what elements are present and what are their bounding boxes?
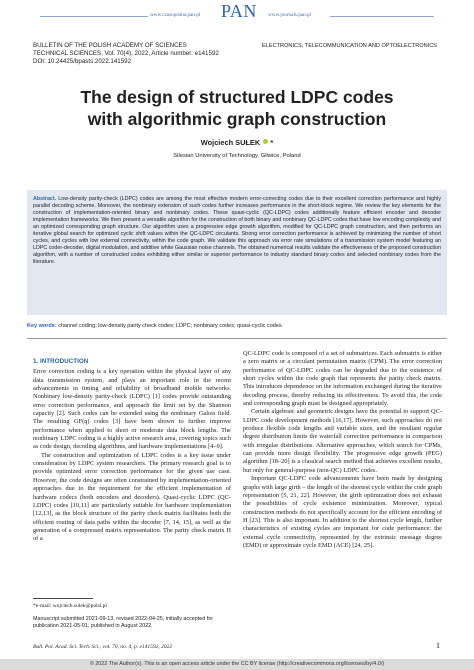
paragraph: Error correction coding is a key operation within the physical layer of any data transmission system, and plays an important role in the recent advancements in timing and reliability of broadband mobile networks. Nonbinary low-density parity-check (LDPC) [1] codes provide outstanding error correction performance, and approach the limit set by the Shannon capacity [2]. Such codes can be extended using the nonbinary Galois field. The resulting GF(q) codes [3] have been shown to further improve performance when applied to short or moderate data block lengths. The nonbinary LDPC coding is a highly active research area, covering topics such as code design, decoding algorithms, and hardware implementations [4–9]. xyxy=(33,368,231,451)
keywords xyxy=(27,323,447,329)
section-name: ELECTRONICS, TELECOMMUNICATION AND OPTOELECTRONICS xyxy=(262,43,437,49)
paragraph: The construction and optimization of LDPC codes is a key issue under consideration by LDPC system researchers. The primary research goal is to provide optimized error correction performance for the given use case. However, the code designs are often constrained by implementation-oriented approaches due to the requirement for the efficient implementation of hardware codecs (both encoders and decoders). Quasi-cyclic LDPC (QC-LDPC) codes [10,11] are particularly suitable for hardware implementation [12,13], as the block structure of the parity check matrix facilitates both the efficient routing of data paths within the decoder [7, 14, 15], as well as the generation of a compressed matrix representation. The parity check matrix H of a xyxy=(33,451,231,543)
footer-citation: Bull. Pol. Acad. Sci. Tech. Sci., vol. 70, no. 4, p. e141592, 2022 xyxy=(33,644,173,650)
paragraph: QC-LDPC code is composed of a set of submatrices. Each submatrix is either a zero matrix or a circulant permutation matrix (CPM). The error correction performance of QC-LDPC codes can be degraded due to the existence of short cycles within the code graph that represents the parity check matrix. This introduces dependence on the information exchanged during the iterative decoding process, thereby reducing its effectiveness. To avoid this, the code and corresponding graph must be designed appropriately. xyxy=(243,350,442,408)
manuscript-note: Manuscript submitted 2021-09-13, revised 2022-04-25, initially accepted for publication 2021-05-01, published in August 2022. xyxy=(33,616,214,630)
abstract-body: Low-density parity-check (LDPC) codes are among the most effective modern error-correcting codes due to their excellent correction performance and highly parallel decoding scheme. Moreover, the nonbinary extension of such codes further increases performance in the short-block regime. We review the key elements for the construction of implementation-oriented binary and nonbinary codes. These quasi-cyclic (QC-LDPC) codes additionally feature efficient encoder and decoder implementation frameworks. We then present a versatile algorithm for the construction of both binary and nonbinary QC-LDPC codes that have low encoding complexity and an optimized corresponding graph structure. Our algorithm uses a progressive edge growth algorithm, modified for QC-LDPC graph construction, and then performs an iterative global search for optimized cyclic shift values within the QC-LDPC circulants. Strong error correction performance is achieved by minimizing the number of short cycles, and cycles with low external connectivity, within the code graph. We validate this approach via error rate simulations of a transmission system model featuring an LDPC coder-decoder, digital modulation, and additive white Gaussian noise channels. The obtained numerical results validate the effectiveness of the proposed construction algorithm, with a number of constructed codes exhibiting either similar or superior performance to industry standard binary codes and selected nonbinary codes from the literature. xyxy=(33,196,441,265)
right-column xyxy=(243,350,442,550)
paragraph: Certain algebraic and geometric designs have the potential to support QC-LDPC code development methods [16,17]. However, such approaches do not produce flexible code lengths and variable sizes, and the resultant regular degree distribution limits the waterfall correction performance in comparison with irregular distributions. Alternative approaches, which search for CPMs, can provide more design flexibility. The progressive edge growth (PEG) algorithm [18–20] is a classical search method that achieves excellent results, but only for general-purpose (non-QC) LDPC codes. xyxy=(243,408,442,474)
orcid-icon[interactable] xyxy=(263,139,268,144)
left-column xyxy=(33,358,231,544)
footnote-rule xyxy=(33,598,93,599)
author xyxy=(0,138,474,147)
title-line-2: with algorithmic graph construction xyxy=(87,109,387,129)
journal-volume: TECHNICAL SCIENCES, Vol. 70(4), 2022, Article number: e141592 xyxy=(33,50,219,57)
title-line-1: The design of structured LDPC codes xyxy=(80,87,394,107)
abstract xyxy=(33,196,441,266)
site-link-czasopisma[interactable]: www.czasopisma.pan.pl xyxy=(150,12,201,18)
pan-logo: PAN xyxy=(221,1,257,21)
author-name: Wojciech SUŁEK xyxy=(200,138,261,147)
section-heading: 1. INTRODUCTION xyxy=(33,358,89,365)
affiliation: Silesian University of Technology, Gliwice, Poland xyxy=(173,153,301,159)
author-mark: * xyxy=(270,138,274,147)
keywords-label: Key words: xyxy=(27,323,57,329)
banner-rule-right xyxy=(330,16,434,17)
page-number: 1 xyxy=(436,641,440,650)
site-link-journals[interactable]: www.journals.pan.pl xyxy=(268,12,312,18)
banner-rule-left xyxy=(40,16,148,17)
abstract-label: Abstract. xyxy=(33,196,57,202)
journal-name: BULLETIN OF THE POLISH ACADEMY OF SCIENCES xyxy=(33,42,187,49)
keywords-text: channel coding; low-density parity check codes; LDPC; nonbinary codes; quasi-cyclic codes. xyxy=(58,323,284,329)
paper-title xyxy=(0,86,474,130)
license-text[interactable]: © 2022 The Author(s). This is an open access article under the CC BY license (http://creativecommons.org/licenses/by/4.0/) xyxy=(89,661,385,667)
divider xyxy=(27,338,447,339)
footnote-email[interactable]: *e-mail: wojciech.sulek@polsl.pl xyxy=(33,603,107,609)
doi: DOI: 10.24425/bpasts.2022.141592 xyxy=(33,58,132,65)
paragraph: Important QC-LDPC code advancements have been made by designing graphs with large girth – the length of the shortest cycle within the code graph representation [5, 21, 22]. However, the girth optimization does not exhaust the possibilities of cycle existence minimization. Moreover, typical construction methods do not specifically account for the efficient encoding of H [23]. This is also important. In addition to the shortest cycle length, further characteristics of existing cycles are important for code performance: the external cycle connectivity, represented by the extrinsic message degree (EMD) or approximate cycle EMD (ACE) [24, 25]. xyxy=(243,475,442,549)
